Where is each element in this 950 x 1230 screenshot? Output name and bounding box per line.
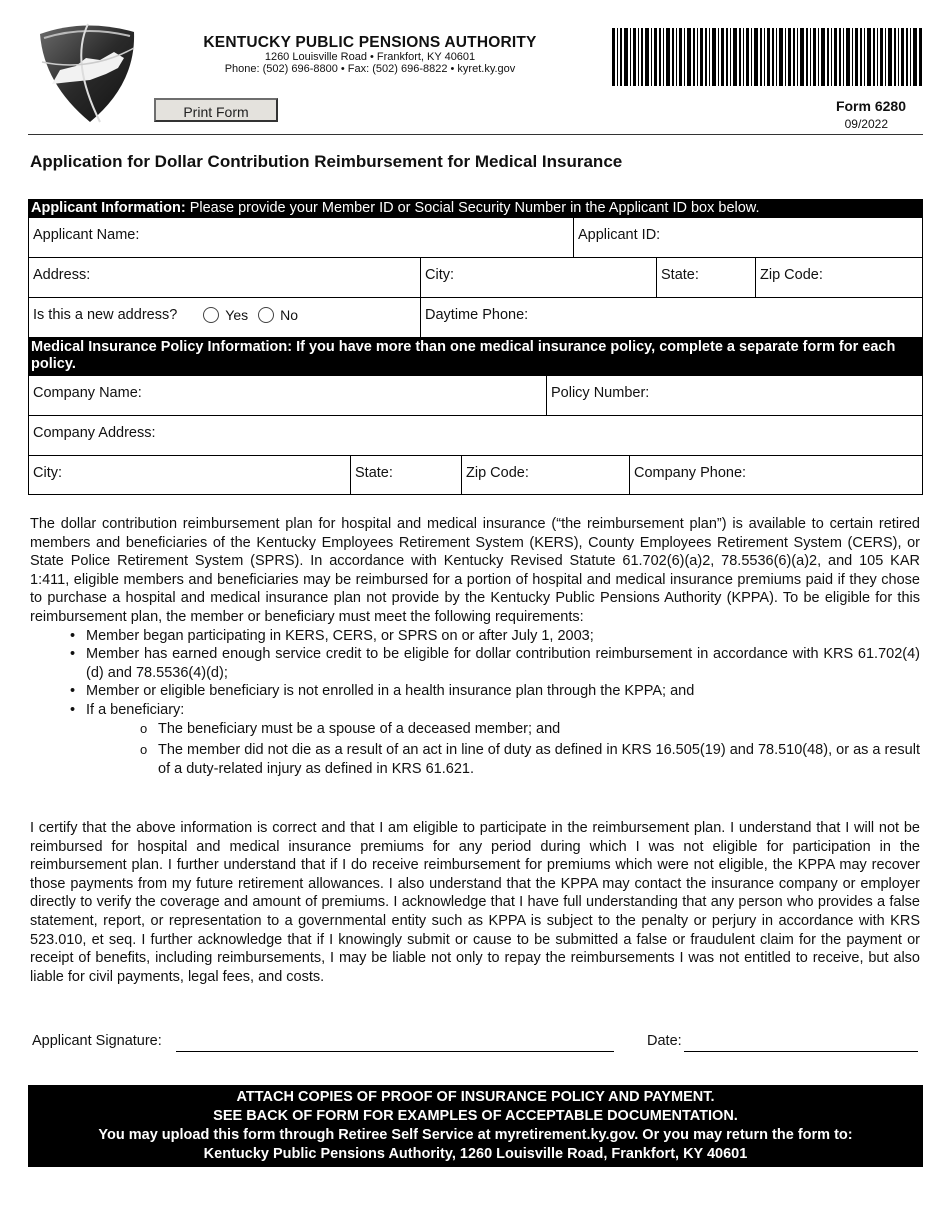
company-address-label: Company Address: [33,425,156,441]
applicant-name-label: Applicant Name: [33,227,140,243]
intro-paragraph: The dollar contribution reimbursement plan for hospital and medical insurance (“the reimbursement plan”) is available to certain retired members and beneficiaries of the Kentucky Employees Retirement System (KERS), County Employees Retirement System (CERS), or State Police Retirement System (SPRS). In accordance with Kentucky Revised Statute 61.702(6)(a)2, 78.5536(6)(a)2, and 105 KAR 1:411, eligible members and beneficiaries may be reimbursed for a portion of hospital and medical insurance premiums paid if they chose to purchase a hospital and medical insurance plan not provide by the Kentucky Public Pensions Authority (KPPA). To be eligible for this reimbursement plan, the member or beneficiary must meet the following requirements: [30,516,920,625]
yes-radio[interactable] [203,307,219,323]
requirement-item: • Member or eligible beneficiary is not enrolled in a health insurance plan through the KPPA; and [70,682,920,701]
requirement-item: • Member has earned enough service credit to be eligible for dollar contribution reimbursement in accordance with KRS 61.702(4)(d) and 78.5536(4)(d); [70,645,920,682]
applicant-name-field[interactable] [29,218,573,257]
requirement-item [70,701,920,778]
print-form-button[interactable]: Print Form [154,98,278,122]
certification-paragraph: I certify that the above information is correct and that I am eligible to participate in the reimbursement plan. I understand that I will not be reimbursed for hospital and medical insurance premiums for any period during which I was not eligible for participation in the reimbursement plan. I further understand that if I do receive reimbursement for premiums which were not eligible, the KPPA may recover those payments from my future retirement allowances. I also understand that the KPPA may contact the insurance company or employer directly to verify the coverage and amount of premiums. I acknowledge that I have full understanding that any person who provides a false statement, report, or representation to a governmental entity such as KPPA is subject to the penalty or perjury in accordance with KRS 523.010, et seq. I further acknowledge that if I knowingly submit or cause to be submitted a false or fraudulent claim for the payment or receipt of benefits, including reimbursements, I may be liable not only to repay the reimbursements I was not entitled to receive, but also liable for civil payments, legal fees, and costs. [30,820,920,985]
barcode-icon [612,28,922,86]
state-label: State: [661,267,699,283]
insurance-info-band: Medical Insurance Policy Information: If you have more than one medical insurance policy, complete a separate form for each policy. [28,338,923,376]
new-address-cell [29,298,420,337]
address-field[interactable] [29,258,420,297]
applicant-band-heading: Applicant Information: [31,200,186,216]
beneficiary-sublist [86,720,920,779]
sub-requirement-item: o The member did not die as a result of an act in line of duty as defined in KRS 16.505(19) and 78.510(48), or as a result of a duty-related injury as defined in KRS 61.621. [138,741,920,778]
footer-line: You may upload this form through Retiree Self Service at myretirement.ky.gov. Or you may return the form to: [98,1127,853,1143]
address-row [28,258,923,298]
sub-requirement-item: o The beneficiary must be a spouse of a deceased member; and [138,720,920,739]
company-name-row [28,376,923,416]
policy-number-label: Policy Number: [551,385,650,401]
daytime-phone-label: Daytime Phone: [425,307,529,323]
company-phone-field[interactable] [629,456,922,494]
company-state-field[interactable] [350,456,461,494]
footer-line: Kentucky Public Pensions Authority, 1260 Louisville Road, Frankfort, KY 40601 [203,1146,748,1162]
form-number: Form 6280 [835,98,906,114]
company-address-field[interactable] [29,416,922,455]
applicant-id-label: Applicant ID: [578,227,661,243]
company-city-label: City: [33,465,62,481]
company-zip-field[interactable] [461,456,629,494]
applicant-band-text: Please provide your Member ID or Social Security Number in the Applicant ID box below. [185,200,760,216]
date-label: Date: [647,1033,682,1049]
city-label: City: [425,267,454,283]
footer-line: SEE BACK OF FORM FOR EXAMPLES OF ACCEPTABLE DOCUMENTATION. [213,1108,738,1124]
company-city-field[interactable] [29,456,350,494]
new-address-label: Is this a new address? [33,307,178,323]
requirement-item: • Member began participating in KERS, CERS, or SPRS on or after July 1, 2003; [70,627,920,646]
new-address-no-option[interactable] [258,307,298,323]
state-field[interactable] [656,258,755,297]
requirement-item-text: If a beneficiary: [86,701,185,718]
applicant-name-row [28,218,923,258]
applicant-info-band [28,199,923,218]
no-radio[interactable] [258,307,274,323]
city-field[interactable] [420,258,656,297]
company-state-label: State: [355,465,393,481]
footer-line: ATTACH COPIES OF PROOF OF INSURANCE POLICY AND PAYMENT. [236,1089,715,1105]
form-date: 09/2022 [844,117,888,131]
requirements-list [30,627,920,779]
address-label: Address: [33,267,91,283]
zip-code-field[interactable] [755,258,922,297]
footer-instructions [28,1085,923,1167]
zip-code-label: Zip Code: [760,267,823,283]
org-address: 1260 Louisville Road • Frankfort, KY 40601 [264,51,476,63]
yes-label: Yes [225,307,249,323]
applicant-id-field[interactable] [573,218,922,257]
no-label: No [280,307,299,323]
new-address-yes-option[interactable] [203,307,248,323]
header-divider [28,134,923,135]
kentucky-shield-logo-icon [30,22,140,124]
org-name: KENTUCKY PUBLIC PENSIONS AUTHORITY [203,34,537,51]
applicant-signature-label: Applicant Signature: [32,1033,162,1049]
eligibility-section [30,515,920,781]
new-address-row [28,298,923,338]
company-city-row [28,456,923,495]
page-title: Application for Dollar Contribution Reimbursement for Medical Insurance [30,152,623,171]
company-name-label: Company Name: [33,385,142,401]
daytime-phone-field[interactable] [420,298,922,337]
company-zip-label: Zip Code: [466,465,529,481]
company-phone-label: Company Phone: [634,465,747,481]
policy-number-field[interactable] [546,376,922,415]
date-line[interactable] [684,1051,918,1052]
company-name-field[interactable] [29,376,546,415]
company-address-row [28,416,923,456]
applicant-signature-line[interactable] [176,1051,614,1052]
org-contact: Phone: (502) 696-8800 • Fax: (502) 696-8822 • kyret.ky.gov [224,63,516,75]
